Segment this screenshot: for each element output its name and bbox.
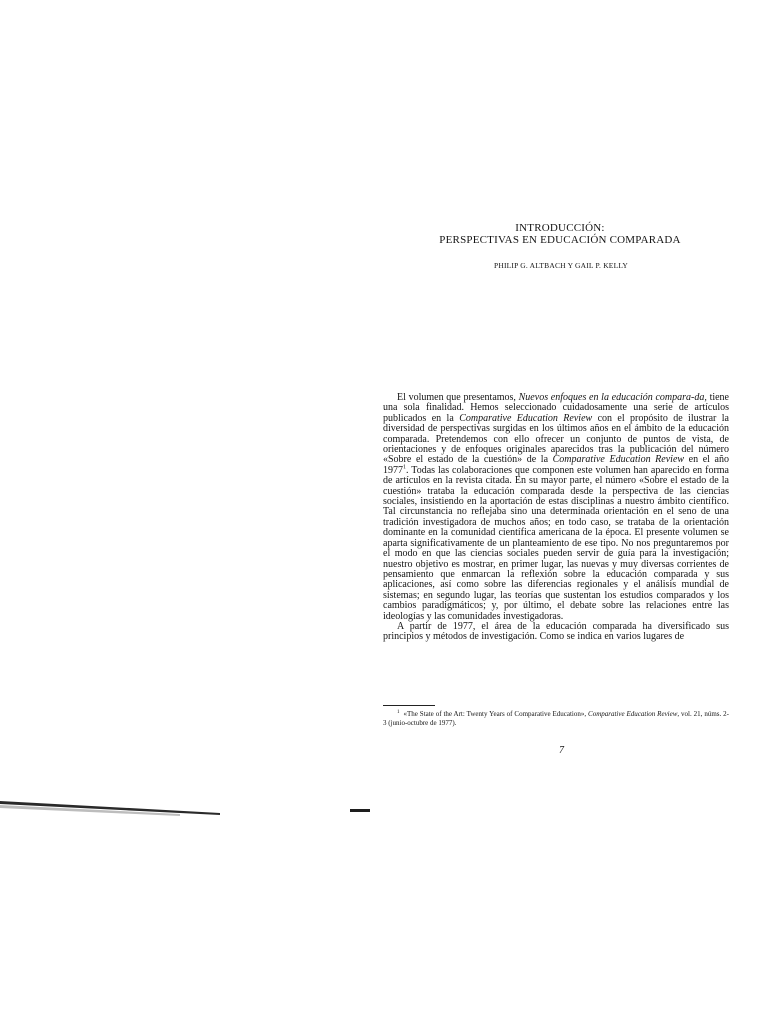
paragraph-1-text-1: El volumen que presentamos, (397, 392, 519, 403)
chapter-title-line-2: PERSPECTIVAS EN EDUCACIÓN COMPARADA (439, 234, 681, 246)
chapter-title (391, 222, 729, 246)
paragraph-1-text-4: en el año 1977 (383, 454, 729, 476)
chapter-authors: PHILIP G. ALTBACH Y GAIL P. KELLY (493, 261, 629, 270)
footnote-text-1: «The State of the Art: Twenty Years of Comparative Education», (403, 710, 589, 718)
paragraph-1-text-5: . Todas las colaboraciones que componen este volumen han aparecido en forma de artículos en la revista citada. En su mayor parte, el número «Sobre el estado de la cuestión» trataba la educación comparada desde la perspectiva de las ciencias sociales, insistiendo en la aportación de estas disciplinas a nuestro ámbito científico. Tal circunstancia no reflejaba sino una determinada orientación en el seno de una tradición investigadora de muchos años; en todo caso, se trataba de la orientación dominante en la comunidad científica americana de la época. El presente volumen se aparta significativamente de un planteamiento de ese tipo. No nos preguntaremos por el modo en que las ciencias sociales pueden servir de guía para la investigación; nuestro objetivo es mostrar, en primer lugar, las nuevas y muy diversas corrientes de pensamiento que enmarcan la reflexión sobre la educación comparada y sus aplicaciones, así como sobre las diferencias regionales y el análisis mundial de sistemas; en segundo lugar, las teorías que sustentan los estudios comparados y los cambios paradigmáticos; y, por último, el debate sobre las relaciones entre las ideologías y las comunidades investigadoras. (383, 464, 729, 622)
footnote-journal-italic: Comparative Education Review (588, 710, 678, 718)
journal-title-italic: Comparative Education Review (459, 412, 593, 424)
scan-edge-left (0, 799, 220, 819)
footnote-text-2: , vol. 21, núms. 2-3 (junio-octubre de 1977). (383, 710, 729, 727)
scan-edge-right (350, 808, 370, 814)
footnote-marker: 1 (397, 709, 400, 715)
journal-title-italic-2: Comparative Education Review (552, 454, 685, 466)
paragraph-1 (383, 393, 729, 622)
footnote (383, 710, 729, 728)
body-text (383, 393, 729, 643)
book-title-italic: Nuevos enfoques en la educación compara-da, (518, 392, 707, 403)
page-number: 7 (559, 745, 564, 756)
paragraph-1-text-3: con el propósito de ilustrar la diversidad de perspectivas surgidas en los últimos años en el ámbito de la educación comparada. Pretendemos con ello ofrecer un conjunto de puntos de vista, de orientaciones y de enfoques originales aparecidos tras la publicación del número «Sobre el estado de la cuestión» de la (383, 412, 729, 466)
paragraph-2: A partir de 1977, el área de la educación comparada ha diversificado sus principios y métodos de investigación. Como se indica en varios lugares de (383, 620, 729, 643)
paragraph-1-text-2: tiene una sola finalidad. Hemos seleccionado cuidadosamente una serie de artículos publicados en la (383, 392, 729, 424)
footnote-reference: 1 (403, 464, 406, 471)
book-page (383, 222, 729, 756)
footnote-divider (383, 705, 435, 706)
chapter-title-line-1: INTRODUCCIÓN: (515, 222, 605, 234)
